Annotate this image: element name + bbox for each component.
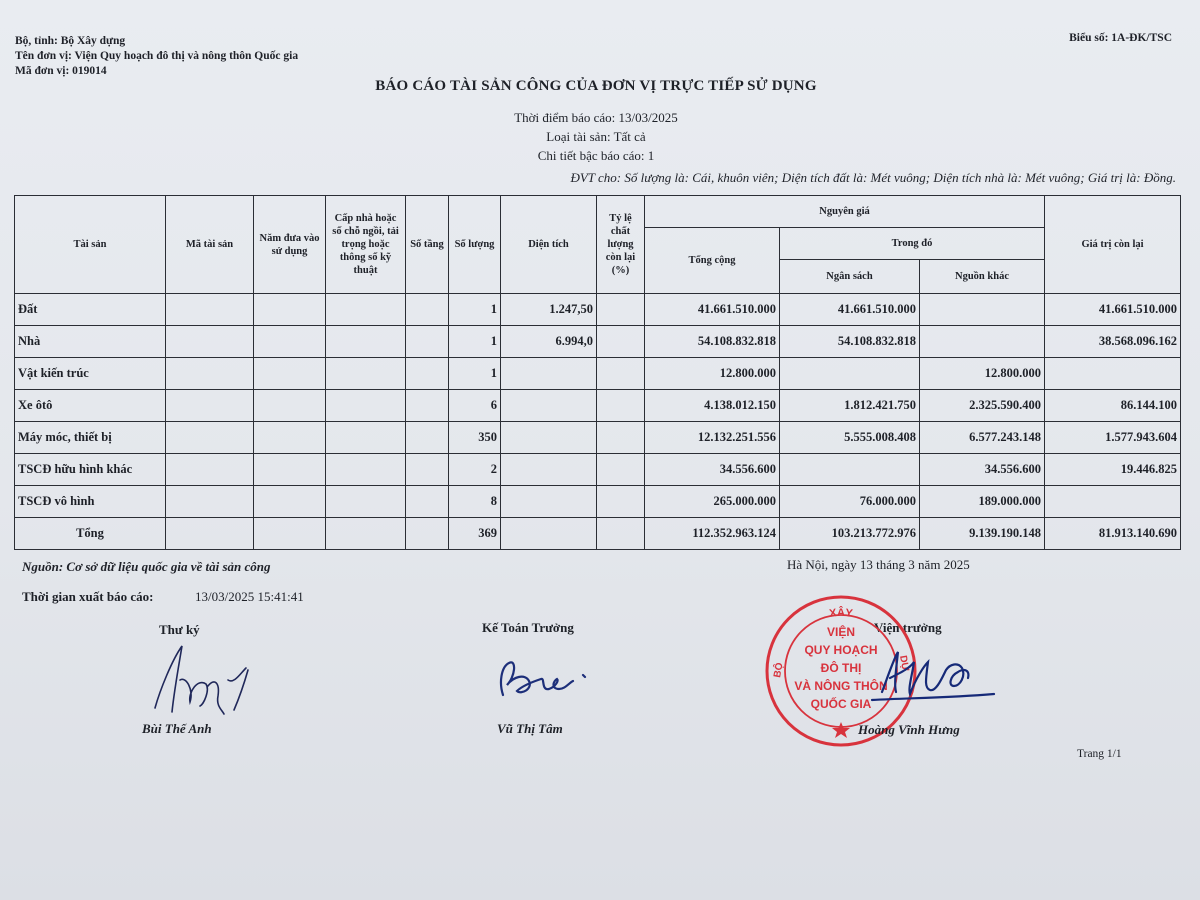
stamp-line-5: QUỐC GIA [810, 697, 872, 711]
remaining-quality-cell [597, 454, 645, 486]
header-budget: Ngân sách [780, 260, 920, 294]
remaining-value-cell: 86.144.100 [1045, 390, 1181, 422]
asset-name-cell: Vật kiến trúc [15, 358, 166, 390]
remaining-quality-cell [597, 518, 645, 550]
other-sources-cell: 189.000.000 [920, 486, 1045, 518]
original-total-cell: 41.661.510.000 [645, 294, 780, 326]
area-cell [501, 390, 597, 422]
budget-cell [780, 454, 920, 486]
report-title: BÁO CÁO TÀI SẢN CÔNG CỦA ĐƠN VỊ TRỰC TIẾP SỬ DỤNG [375, 78, 817, 94]
remaining-value-cell: 41.661.510.000 [1045, 294, 1181, 326]
year-in-use-cell [254, 294, 326, 326]
data-source: Nguồn: Cơ sở dữ liệu quốc gia về tài sản công [22, 559, 271, 574]
accountant-name: Vũ Thị Tâm [497, 721, 563, 736]
director-name: Hoàng Vĩnh Hưng [858, 722, 960, 737]
table-row [15, 390, 1181, 422]
stamp-ring-top: XÂY [828, 607, 854, 621]
original-total-cell: 12.132.251.556 [645, 422, 780, 454]
director-role: Viện trưởng [874, 620, 942, 635]
stamp-line-3: ĐÔ THỊ [820, 661, 862, 675]
header-year-in-use: Năm đưa vào sử dụng [254, 196, 326, 294]
header-left-block [15, 34, 298, 79]
ministry-label: Bộ, tỉnh: Bộ Xây dựng [15, 35, 126, 47]
director-signature [868, 648, 1000, 718]
report-time: Thời điểm báo cáo: 13/03/2025 [514, 110, 678, 125]
detail-level: Chi tiết bậc báo cáo: 1 [537, 148, 655, 163]
secretary-role: Thư ký [159, 622, 200, 637]
header-remaining-value: Giá trị còn lại [1045, 196, 1181, 294]
floors-cell [406, 422, 449, 454]
asset-name-cell: Nhà [15, 326, 166, 358]
asset-code-cell [166, 486, 254, 518]
asset-type: Loại tài sản: Tất cả [546, 129, 646, 144]
header-of-which: Trong đó [780, 228, 1045, 260]
header-area: Diện tích [501, 196, 597, 294]
other-sources-cell: 6.577.243.148 [920, 422, 1045, 454]
header-asset-code: Mã tài sản [166, 196, 254, 294]
asset-code-cell [166, 358, 254, 390]
area-cell [501, 518, 597, 550]
asset-name-cell: Máy móc, thiết bị [15, 422, 166, 454]
original-total-cell: 265.000.000 [645, 486, 780, 518]
budget-cell: 1.812.421.750 [780, 390, 920, 422]
asset-code-cell [166, 454, 254, 486]
remaining-quality-cell [597, 422, 645, 454]
header-total: Tổng cộng [645, 228, 780, 294]
year-in-use-cell [254, 518, 326, 550]
building-grade-cell [326, 486, 406, 518]
other-sources-cell: 34.556.600 [920, 454, 1045, 486]
quantity-cell: 1 [449, 326, 501, 358]
stamp-ring-right: DỰ [897, 654, 911, 672]
quantity-cell: 1 [449, 358, 501, 390]
area-cell: 6.994,0 [501, 326, 597, 358]
asset-name-cell: Đất [15, 294, 166, 326]
year-in-use-cell [254, 358, 326, 390]
quantity-cell: 350 [449, 422, 501, 454]
total-other-cell: 9.139.190.148 [920, 518, 1045, 550]
total-label-cell: Tổng [15, 518, 166, 550]
header-remaining-quality: Tỷ lệ chất lượng còn lại (%) [597, 196, 645, 294]
budget-cell: 5.555.008.408 [780, 422, 920, 454]
secretary-name: Bùi Thế Anh [142, 721, 212, 736]
floors-cell [406, 358, 449, 390]
building-grade-cell [326, 454, 406, 486]
unit-code-label: Mã đơn vị: 019014 [15, 65, 107, 77]
total-remaining-cell: 81.913.140.690 [1045, 518, 1181, 550]
header-floors: Số tầng [406, 196, 449, 294]
stamp-line-4: VÀ NÔNG THÔN [794, 679, 888, 693]
building-grade-cell [326, 326, 406, 358]
quantity-cell: 6 [449, 390, 501, 422]
table-row [15, 422, 1181, 454]
building-grade-cell [326, 518, 406, 550]
table-row [15, 454, 1181, 486]
stamp-line-2: QUY HOẠCH [804, 643, 878, 657]
quantity-cell: 2 [449, 454, 501, 486]
other-sources-cell [920, 294, 1045, 326]
asset-table [14, 195, 1181, 550]
asset-code-cell [166, 518, 254, 550]
remaining-value-cell [1045, 486, 1181, 518]
unit-name-label: Tên đơn vị: Viện Quy hoạch đô thị và nông thôn Quốc gia [15, 50, 299, 62]
year-in-use-cell [254, 422, 326, 454]
remaining-quality-cell [597, 326, 645, 358]
asset-code-cell [166, 422, 254, 454]
remaining-value-cell: 1.577.943.604 [1045, 422, 1181, 454]
accountant-role: Kế Toán Trưởng [482, 620, 574, 635]
asset-table-body [15, 294, 1181, 550]
place-date: Hà Nội, ngày 13 tháng 3 năm 2025 [787, 557, 970, 572]
year-in-use-cell [254, 390, 326, 422]
header-other-sources: Nguồn khác [920, 260, 1045, 294]
budget-cell: 76.000.000 [780, 486, 920, 518]
year-in-use-cell [254, 454, 326, 486]
table-total-row [15, 518, 1181, 550]
remaining-value-cell: 38.568.096.162 [1045, 326, 1181, 358]
building-grade-cell [326, 390, 406, 422]
header-quantity: Số lượng [449, 196, 501, 294]
header-building-grade: Cấp nhà hoặc số chỗ ngồi, tải trọng hoặc thông số kỹ thuật [326, 196, 406, 294]
area-cell: 1.247,50 [501, 294, 597, 326]
secretary-signature [150, 640, 260, 720]
star-icon [832, 722, 850, 738]
table-row [15, 358, 1181, 390]
total-budget-cell: 103.213.772.976 [780, 518, 920, 550]
table-row [15, 294, 1181, 326]
budget-cell: 54.108.832.818 [780, 326, 920, 358]
original-total-cell: 12.800.000 [645, 358, 780, 390]
total-quantity-cell: 369 [449, 518, 501, 550]
floors-cell [406, 518, 449, 550]
floors-cell [406, 454, 449, 486]
area-cell [501, 358, 597, 390]
floors-cell [406, 294, 449, 326]
remaining-value-cell [1045, 358, 1181, 390]
original-total-cell: 34.556.600 [645, 454, 780, 486]
export-time-label: Thời gian xuất báo cáo: [22, 589, 154, 604]
asset-name-cell: Xe ôtô [15, 390, 166, 422]
building-grade-cell [326, 422, 406, 454]
remaining-quality-cell [597, 358, 645, 390]
area-cell [501, 454, 597, 486]
asset-name-cell: TSCĐ vô hình [15, 486, 166, 518]
floors-cell [406, 486, 449, 518]
other-sources-cell: 12.800.000 [920, 358, 1045, 390]
header-original-price: Nguyên giá [645, 196, 1045, 228]
year-in-use-cell [254, 326, 326, 358]
asset-name-cell: TSCĐ hữu hình khác [15, 454, 166, 486]
quantity-cell: 8 [449, 486, 501, 518]
accountant-signature [495, 655, 605, 705]
table-row [15, 326, 1181, 358]
export-time-value: 13/03/2025 15:41:41 [195, 589, 304, 604]
area-cell [501, 486, 597, 518]
quantity-cell: 1 [449, 294, 501, 326]
budget-cell [780, 358, 920, 390]
unit-note: ĐVT cho: Số lượng là: Cái, khuôn viên; Diện tích đất là: Mét vuông; Diện tích nhà là: Mét vuông; Giá trị là: Đồng. [570, 170, 1176, 185]
other-sources-cell [920, 326, 1045, 358]
budget-cell: 41.661.510.000 [780, 294, 920, 326]
building-grade-cell [326, 358, 406, 390]
original-total-cell: 4.138.012.150 [645, 390, 780, 422]
floors-cell [406, 390, 449, 422]
remaining-value-cell: 19.446.825 [1045, 454, 1181, 486]
asset-code-cell [166, 294, 254, 326]
other-sources-cell: 2.325.590.400 [920, 390, 1045, 422]
total-original-cell: 112.352.963.124 [645, 518, 780, 550]
form-number: Biểu số: 1A-ĐK/TSC [1069, 32, 1172, 44]
stamp-ring-left: BỘ [772, 661, 786, 679]
original-total-cell: 54.108.832.818 [645, 326, 780, 358]
building-grade-cell [326, 294, 406, 326]
table-row [15, 486, 1181, 518]
area-cell [501, 422, 597, 454]
header-asset: Tài sản [15, 196, 166, 294]
year-in-use-cell [254, 486, 326, 518]
page-number: Trang 1/1 [1077, 748, 1122, 760]
remaining-quality-cell [597, 486, 645, 518]
asset-code-cell [166, 390, 254, 422]
floors-cell [406, 326, 449, 358]
asset-code-cell [166, 326, 254, 358]
remaining-quality-cell [597, 390, 645, 422]
remaining-quality-cell [597, 294, 645, 326]
stamp-line-1: VIỆN [826, 625, 856, 639]
svg-text:XÂY [829, 606, 855, 620]
